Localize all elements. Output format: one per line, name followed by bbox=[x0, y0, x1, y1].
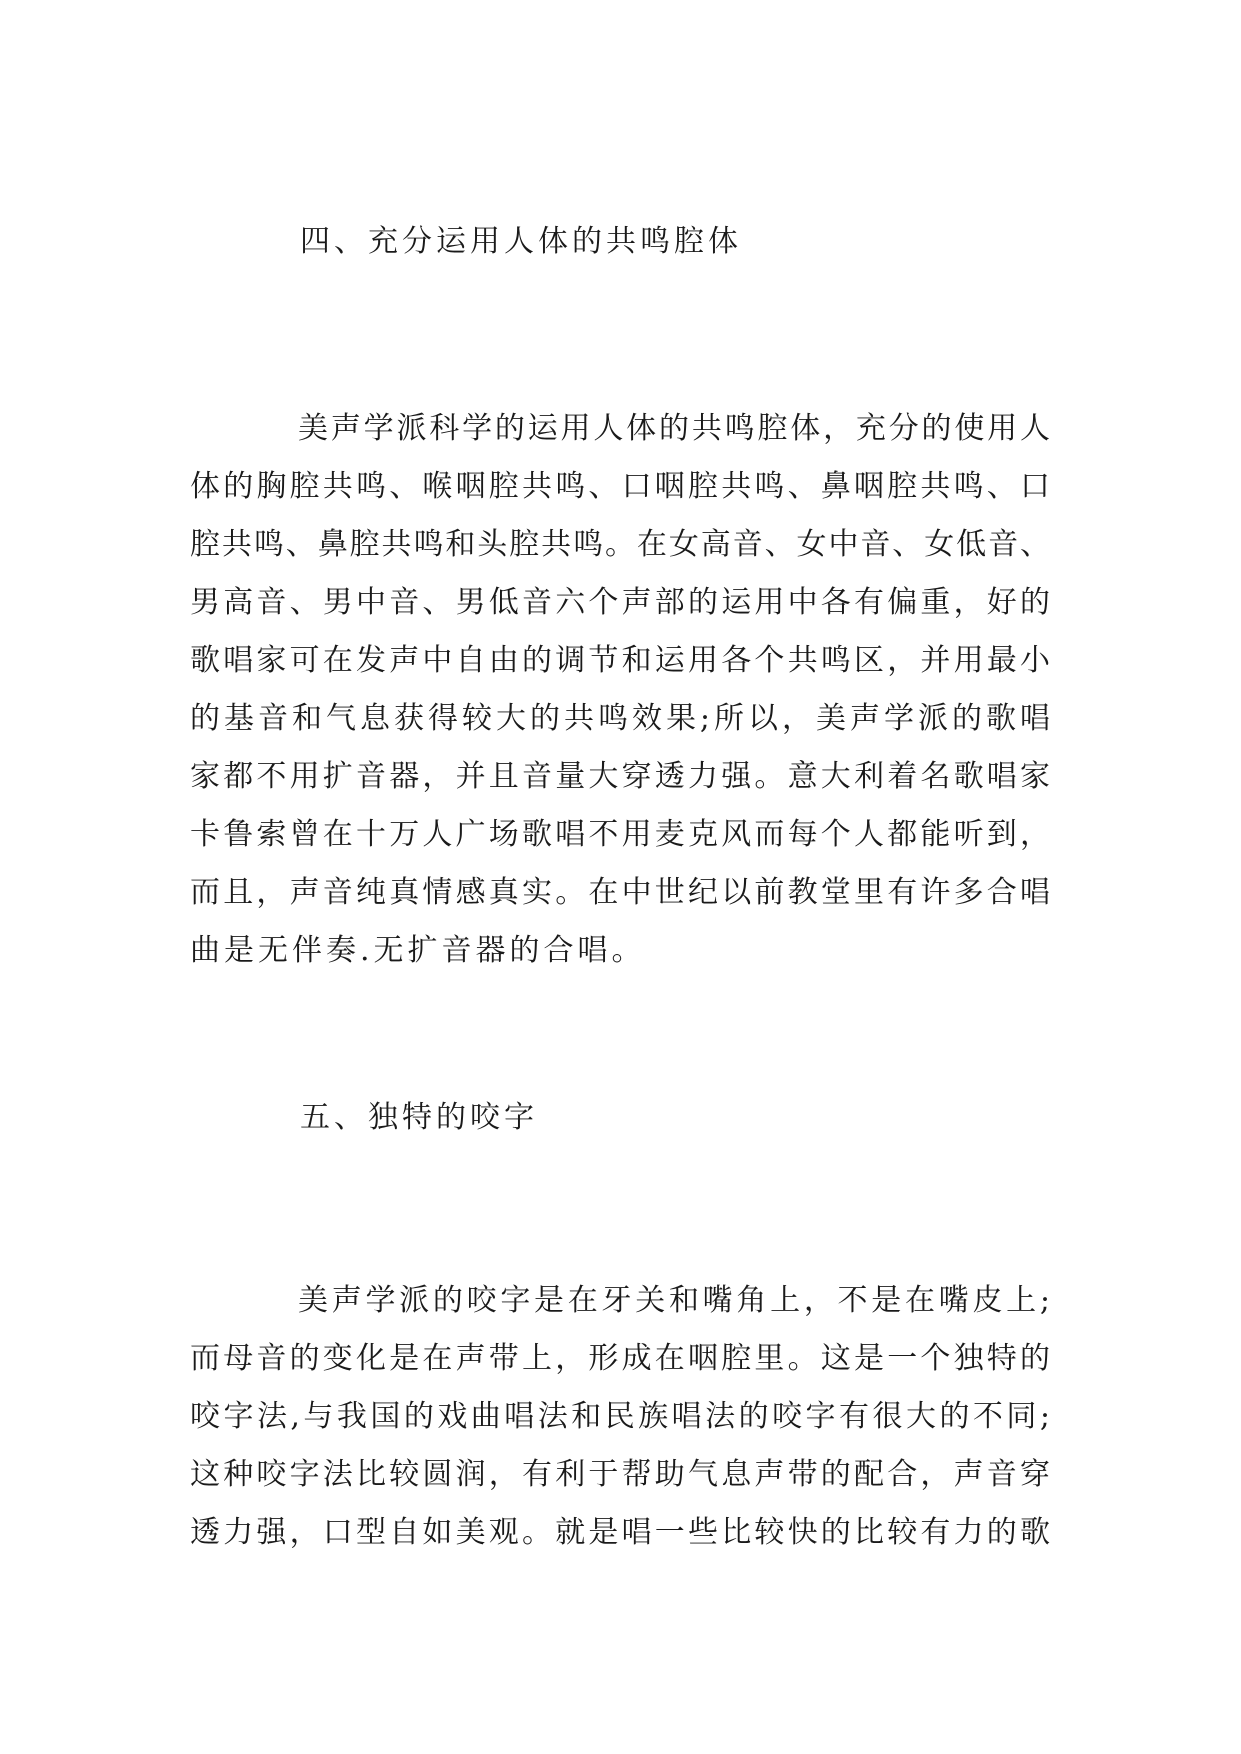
paragraph-line: 美声学派的咬字是在牙关和嘴角上，不是在嘴皮上; bbox=[298, 1283, 1050, 1318]
paragraph-line: 体的胸腔共鸣、喉咽腔共鸣、口咽腔共鸣、鼻咽腔共鸣、口 bbox=[190, 469, 1050, 504]
section-5-heading: 五、独特的咬字 bbox=[300, 1100, 538, 1135]
paragraph-line: 透力强，口型自如美观。就是唱一些比较快的比较有力的歌 bbox=[190, 1515, 1050, 1550]
paragraph-line: 男高音、男中音、男低音六个声部的运用中各有偏重，好的 bbox=[190, 585, 1050, 620]
paragraph-line: 这种咬字法比较圆润，有利于帮助气息声带的配合，声音穿 bbox=[190, 1457, 1050, 1492]
paragraph-line: 而母音的变化是在声带上，形成在咽腔里。这是一个独特的 bbox=[190, 1341, 1050, 1376]
paragraph-line: 美声学派科学的运用人体的共鸣腔体，充分的使用人 bbox=[298, 411, 1050, 446]
paragraph-line: 歌唱家可在发声中自由的调节和运用各个共鸣区，并用最小 bbox=[190, 643, 1050, 678]
paragraph-line: 腔共鸣、鼻腔共鸣和头腔共鸣。在女高音、女中音、女低音、 bbox=[190, 527, 1050, 562]
section-5-paragraph bbox=[190, 1272, 1050, 1562]
paragraph-line: 卡鲁索曾在十万人广场歌唱不用麦克风而每个人都能听到， bbox=[190, 817, 1050, 852]
paragraph-line: 的基音和气息获得较大的共鸣效果;所以，美声学派的歌唱 bbox=[190, 701, 1050, 736]
paragraph-line: 而且，声音纯真情感真实。在中世纪以前教堂里有许多合唱 bbox=[190, 875, 1050, 910]
section-4-heading: 四、充分运用人体的共鸣腔体 bbox=[300, 224, 742, 259]
paragraph-line: 曲是无伴奏.无扩音器的合唱。 bbox=[190, 933, 646, 968]
section-4-paragraph bbox=[190, 400, 1050, 980]
paragraph-line: 家都不用扩音器，并且音量大穿透力强。意大利着名歌唱家 bbox=[190, 759, 1050, 794]
paragraph-line: 咬字法,与我国的戏曲唱法和民族唱法的咬字有很大的不同; bbox=[190, 1399, 1050, 1434]
